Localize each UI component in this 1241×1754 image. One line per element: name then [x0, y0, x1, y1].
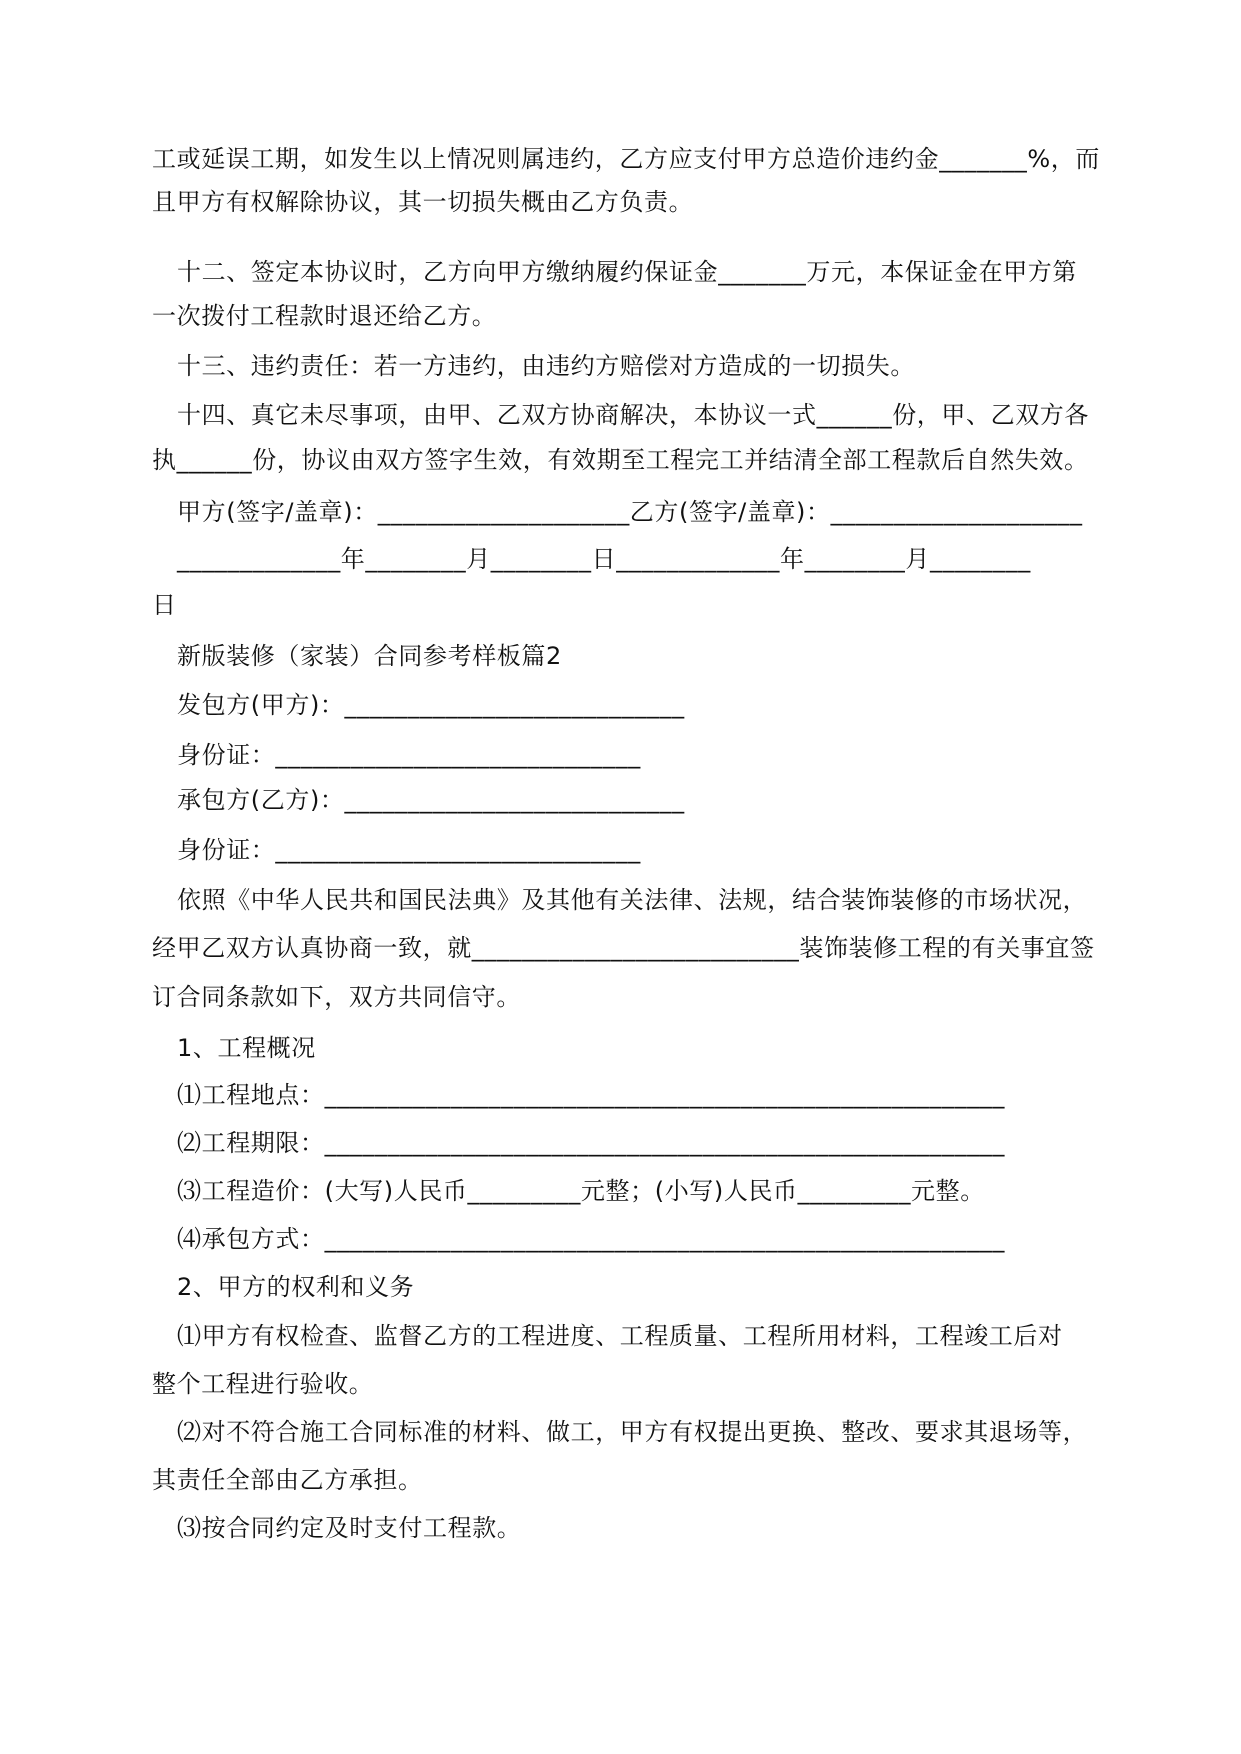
text-line: 十四、真它未尽事项，由甲、乙双方协商解决，本协议一式______份，甲、乙双方各 [177, 401, 1089, 429]
text-line: 十二、签定本协议时，乙方向甲方缴纳履约保证金_______万元，本保证金在甲方第 [177, 258, 1077, 286]
form-field-location: ⑴工程地点：______________________________________________________ [177, 1081, 1005, 1109]
text-line: 整个工程进行验收。 [152, 1370, 374, 1398]
text-line: 日 [152, 591, 177, 619]
form-field-price: ⑶工程造价：(大写)人民币_________元整；(小写)人民币_________元整。 [177, 1177, 985, 1205]
section-heading: 1、工程概况 [177, 1034, 316, 1062]
text-line: 且甲方有权解除协议，其一切损失概由乙方负责。 [152, 188, 694, 216]
form-field-contractor-b: 承包方(乙方)：___________________________ [177, 786, 685, 814]
section-heading: 新版装修（家装）合同参考样板篇2 [177, 642, 562, 670]
form-field-period: ⑵工程期限：______________________________________________________ [177, 1129, 1005, 1157]
text-line: 其责任全部由乙方承担。 [152, 1466, 423, 1494]
text-line: 十三、违约责任：若一方违约，由违约方赔偿对方造成的一切损失。 [177, 352, 915, 380]
text-line: 一次拨付工程款时退还给乙方。 [152, 302, 497, 330]
form-field-contractor-a: 发包方(甲方)：___________________________ [177, 691, 685, 719]
form-field-id-a: 身份证：_____________________________ [177, 741, 641, 769]
text-line: ⑵对不符合施工合同标准的材料、做工，甲方有权提出更换、整改、要求其退场等， [177, 1418, 1088, 1446]
date-line: _____________年________月________日_____________年________月________ [177, 545, 1031, 573]
section-heading: 2、甲方的权利和义务 [177, 1273, 415, 1301]
form-field-id-b: 身份证：_____________________________ [177, 836, 641, 864]
text-line: ⑶按合同约定及时支付工程款。 [177, 1514, 522, 1542]
text-line: 订合同条款如下，双方共同信守。 [152, 983, 521, 1011]
text-line: 依照《中华人民共和国民法典》及其他有关法律、法规，结合装饰装修的市场状况， [177, 886, 1088, 914]
signature-line: 甲方(签字/盖章)：____________________乙方(签字/盖章)：____________________ [177, 498, 1083, 526]
text-line: 经甲乙双方认真协商一致，就__________________________装饰装修工程的有关事宜签 [152, 934, 1095, 962]
text-line: ⑴甲方有权检查、监督乙方的工程进度、工程质量、工程所用材料，工程竣工后对 [177, 1322, 1063, 1350]
form-field-contract-method: ⑷承包方式：______________________________________________________ [177, 1225, 1005, 1253]
text-line: 工或延误工期，如发生以上情况则属违约，乙方应支付甲方总造价违约金_______%，而 [152, 145, 1101, 173]
text-line: 执______份，协议由双方签字生效，有效期至工程完工并结清全部工程款后自然失效。 [152, 446, 1089, 474]
